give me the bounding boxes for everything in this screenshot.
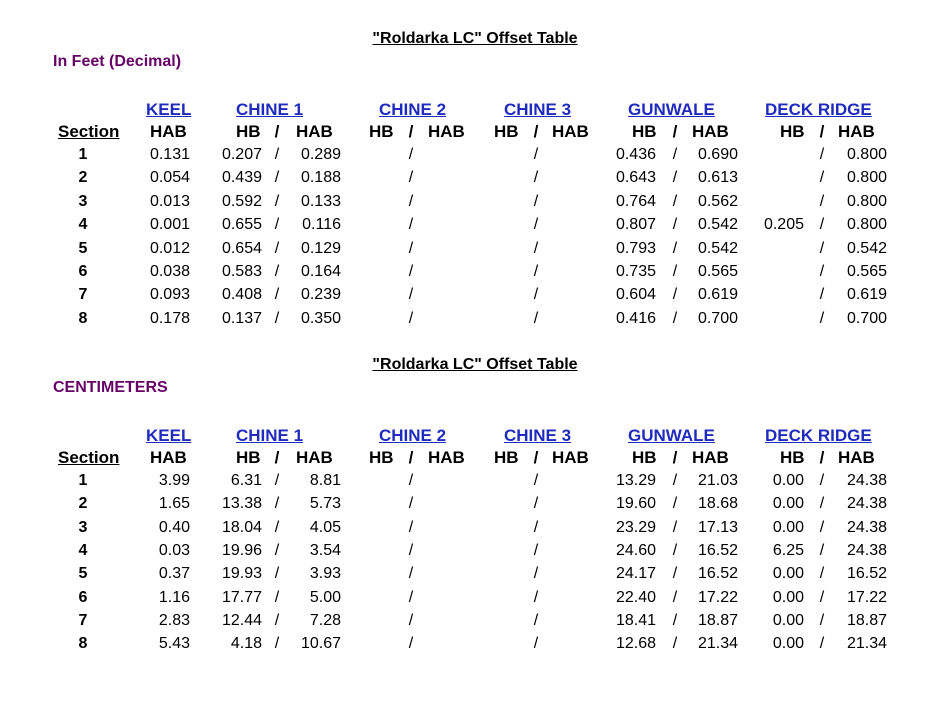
row-3-chine1-hab: 0.133 — [300, 192, 341, 210]
subheader-section: Section — [58, 448, 120, 467]
subheader-chine1-hb: HB — [236, 122, 261, 141]
row-7-chine1-hb: 12.44 — [221, 611, 262, 629]
row-8-gunwale-separator: / — [672, 309, 678, 327]
row-2-chine1-separator: / — [274, 495, 280, 513]
row-1-chine2-separator: / — [408, 146, 414, 163]
row-8-chine2-separator: / — [408, 635, 414, 653]
row-3-gunwale-hab: 17.13 — [697, 518, 738, 536]
row-5-chine3-separator: / — [533, 239, 539, 257]
row-8-deck-ridge-separator: / — [819, 635, 825, 653]
row-8-chine2-separator: / — [408, 309, 414, 327]
row-3-deck-ridge-separator: / — [819, 518, 825, 536]
row-6-gunwale-hb: 0.735 — [615, 263, 656, 280]
row-8-chine1-hab: 10.67 — [300, 635, 341, 653]
row-2-keel-hab: 0.054 — [149, 169, 190, 187]
subheader-deck-sep: / — [819, 122, 825, 141]
row-2-chine1-hb: 13.38 — [221, 495, 262, 513]
units-label: CENTIMETERS — [53, 379, 168, 396]
row-4-chine1-hab: 3.54 — [309, 541, 341, 559]
row-7-gunwale-hb: 0.604 — [615, 286, 656, 304]
row-8-chine3-separator: / — [533, 635, 539, 653]
row-5-deck-ridge-separator: / — [819, 239, 825, 257]
row-6-keel-hab: 1.16 — [158, 588, 190, 606]
chine-1-header: CHINE 1 — [236, 100, 304, 119]
row-8-deck-ridge-hab: 21.34 — [846, 635, 887, 653]
row-4-chine3-separator: / — [533, 216, 539, 234]
subheader-gunwale-hb: HB — [632, 448, 657, 467]
row-1-gunwale-hab: 0.690 — [697, 146, 738, 163]
row-5-chine1-hab: 3.93 — [309, 565, 341, 583]
row-7-chine1-separator: / — [274, 611, 280, 629]
row-3-chine3-separator: / — [533, 192, 539, 210]
row-6-gunwale-hab: 0.565 — [697, 263, 738, 280]
row-6-gunwale-hb: 22.40 — [615, 588, 656, 606]
row-5-deck-ridge-separator: / — [819, 565, 825, 583]
subheader-deck-hab: HAB — [838, 122, 875, 141]
subheader-deck-sep: / — [819, 448, 825, 467]
chine-3-header: CHINE 3 — [504, 100, 572, 119]
row-5-section-number: 5 — [78, 239, 88, 257]
subheader-gunwale-hb: HB — [632, 122, 657, 141]
row-7-section-number: 7 — [78, 286, 88, 304]
units-label: In Feet (Decimal) — [53, 53, 182, 70]
subheader-chine3-sep: / — [533, 448, 539, 467]
row-5-gunwale-separator: / — [672, 239, 678, 257]
row-7-chine2-separator: / — [408, 286, 414, 304]
row-6-chine1-hab: 0.164 — [300, 263, 341, 280]
row-2-gunwale-separator: / — [672, 169, 678, 187]
row-8-deck-ridge-hab: 0.700 — [846, 309, 887, 327]
row-6-deck-ridge-hb: 0.00 — [772, 588, 804, 606]
row-3-deck-ridge-hab: 0.800 — [846, 192, 887, 210]
row-5-section-number: 5 — [78, 565, 88, 583]
row-6-chine1-separator: / — [274, 588, 280, 606]
row-1-deck-ridge-hab: 0.800 — [846, 146, 887, 163]
row-8-deck-ridge-separator: / — [819, 309, 825, 327]
row-3-gunwale-separator: / — [672, 518, 678, 536]
row-2-chine1-hab: 0.188 — [300, 169, 341, 187]
row-4-chine1-hab: 0.116 — [302, 216, 341, 234]
row-5-deck-ridge-hb: 0.00 — [772, 565, 804, 583]
row-2-chine2-separator: / — [408, 169, 414, 187]
row-3-gunwale-separator: / — [672, 192, 678, 210]
subheader-chine2-hab: HAB — [428, 122, 465, 141]
row-7-chine1-hab: 0.239 — [300, 286, 341, 304]
row-1-chine2-separator: / — [408, 472, 414, 489]
row-6-chine2-separator: / — [408, 263, 414, 280]
row-1-keel-hab: 0.131 — [149, 146, 190, 163]
row-4-deck-ridge-separator: / — [819, 216, 825, 234]
row-8-section-number: 8 — [78, 635, 88, 653]
keel-header: KEEL — [146, 426, 192, 445]
row-4-deck-ridge-hab: 24.38 — [846, 541, 887, 559]
subheader-keel-hab: HAB — [150, 448, 187, 467]
row-2-gunwale-hab: 18.68 — [697, 495, 738, 513]
subheader-chine3-hab: HAB — [552, 448, 589, 467]
row-4-keel-hab: 0.03 — [158, 541, 190, 559]
row-7-deck-ridge-hab: 0.619 — [846, 286, 887, 304]
row-8-section-number: 8 — [78, 309, 88, 327]
row-4-chine1-separator: / — [274, 541, 280, 559]
row-4-chine2-separator: / — [408, 216, 414, 234]
row-2-section-number: 2 — [78, 169, 88, 187]
row-4-gunwale-hab: 0.542 — [697, 216, 738, 234]
row-7-gunwale-hb: 18.41 — [615, 611, 656, 629]
table-title: "Roldarka LC" Offset Table — [372, 30, 578, 47]
row-6-deck-ridge-separator: / — [819, 263, 825, 280]
row-4-keel-hab: 0.001 — [149, 216, 190, 234]
row-4-section-number: 4 — [78, 541, 88, 559]
row-7-gunwale-hab: 18.87 — [697, 611, 738, 629]
row-3-chine2-separator: / — [408, 192, 414, 210]
row-6-chine1-separator: / — [274, 263, 280, 280]
row-3-chine1-hb: 0.592 — [221, 192, 262, 210]
row-7-gunwale-separator: / — [672, 611, 678, 629]
row-6-section-number: 6 — [78, 588, 88, 606]
row-6-gunwale-hab: 17.22 — [697, 588, 738, 606]
row-7-chine1-hb: 0.408 — [221, 286, 262, 304]
row-4-deck-ridge-hab: 0.800 — [846, 216, 887, 234]
row-1-deck-ridge-separator: / — [819, 146, 825, 163]
row-1-chine1-hb: 0.207 — [221, 146, 262, 163]
subheader-chine3-hab: HAB — [552, 122, 589, 141]
row-2-chine3-separator: / — [533, 169, 539, 187]
chine-3-header: CHINE 3 — [504, 426, 572, 445]
row-5-chine1-separator: / — [274, 565, 280, 583]
row-2-gunwale-hb: 0.643 — [615, 169, 656, 187]
row-6-chine3-separator: / — [533, 263, 539, 280]
row-4-deck-ridge-hb: 6.25 — [772, 541, 804, 559]
subheader-chine1-hab: HAB — [296, 448, 333, 467]
row-8-gunwale-hb: 0.416 — [615, 309, 656, 327]
row-5-gunwale-hab: 0.542 — [697, 239, 738, 257]
row-1-gunwale-separator: / — [672, 472, 678, 489]
subheader-chine2-sep: / — [408, 122, 414, 141]
row-1-gunwale-hb: 0.436 — [615, 146, 656, 163]
row-8-chine1-hb: 4.18 — [230, 635, 262, 653]
subheader-chine2-hab: HAB — [428, 448, 465, 467]
subheader-chine2-hb: HB — [369, 122, 394, 141]
row-2-deck-ridge-separator: / — [819, 169, 825, 187]
row-8-gunwale-separator: / — [672, 635, 678, 653]
row-6-keel-hab: 0.038 — [149, 263, 190, 280]
row-4-chine1-separator: / — [274, 216, 280, 234]
row-5-chine1-separator: / — [274, 239, 280, 257]
subheader-gunwale-sep: / — [672, 122, 678, 141]
row-7-chine3-separator: / — [533, 611, 539, 629]
subheader-chine1-sep: / — [274, 448, 280, 467]
row-3-gunwale-hb: 0.764 — [615, 192, 656, 210]
row-1-deck-ridge-separator: / — [819, 472, 825, 489]
row-4-gunwale-hb: 0.807 — [615, 216, 656, 234]
row-4-gunwale-separator: / — [672, 216, 678, 234]
row-5-keel-hab: 0.012 — [149, 239, 190, 257]
row-5-deck-ridge-hab: 16.52 — [846, 565, 887, 583]
row-1-deck-ridge-hb: 0.00 — [772, 472, 804, 489]
chine-1-header: CHINE 1 — [236, 426, 304, 445]
row-8-chine1-separator: / — [274, 309, 280, 327]
subheader-deck-hb: HB — [780, 122, 805, 141]
row-5-gunwale-separator: / — [672, 565, 678, 583]
row-2-chine1-hab: 5.73 — [309, 495, 341, 513]
row-5-chine1-hb: 19.93 — [221, 565, 262, 583]
row-5-chine1-hb: 0.654 — [221, 239, 262, 257]
row-6-chine1-hb: 17.77 — [221, 588, 262, 606]
row-7-deck-ridge-hb: 0.00 — [772, 611, 804, 629]
row-3-chine1-hb: 18.04 — [221, 518, 262, 536]
row-4-gunwale-hb: 24.60 — [615, 541, 656, 559]
row-1-deck-ridge-hab: 24.38 — [846, 472, 887, 489]
row-3-gunwale-hab: 0.562 — [697, 192, 738, 210]
row-2-gunwale-separator: / — [672, 495, 678, 513]
table-title: "Roldarka LC" Offset Table — [372, 356, 578, 373]
subheader-deck-hab: HAB — [838, 448, 875, 467]
subheader-chine3-sep: / — [533, 122, 539, 141]
subheader-chine1-hab: HAB — [296, 122, 333, 141]
subheader-keel-hab: HAB — [150, 122, 187, 141]
deck-ridge-header: DECK RIDGE — [765, 100, 872, 119]
row-5-chine1-hab: 0.129 — [300, 239, 341, 257]
row-1-section-number: 1 — [78, 146, 88, 163]
row-1-gunwale-separator: / — [672, 146, 678, 163]
row-2-gunwale-hab: 0.613 — [697, 169, 738, 187]
subheader-chine2-sep: / — [408, 448, 414, 467]
row-7-deck-ridge-separator: / — [819, 286, 825, 304]
row-8-gunwale-hab: 0.700 — [697, 309, 738, 327]
row-5-gunwale-hb: 0.793 — [615, 239, 656, 257]
row-2-deck-ridge-hb: 0.00 — [772, 495, 804, 513]
row-5-keel-hab: 0.37 — [158, 565, 190, 583]
row-2-chine3-separator: / — [533, 495, 539, 513]
row-7-chine1-hab: 7.28 — [309, 611, 341, 629]
row-5-chine3-separator: / — [533, 565, 539, 583]
subheader-deck-hb: HB — [780, 448, 805, 467]
subheader-chine1-hb: HB — [236, 448, 261, 467]
row-6-section-number: 6 — [78, 263, 88, 280]
row-4-chine1-hb: 0.655 — [221, 216, 262, 234]
row-7-deck-ridge-separator: / — [819, 611, 825, 629]
row-7-deck-ridge-hab: 18.87 — [846, 611, 887, 629]
deck-ridge-header: DECK RIDGE — [765, 426, 872, 445]
row-4-section-number: 4 — [78, 216, 88, 234]
row-3-section-number: 3 — [78, 518, 88, 536]
row-4-gunwale-separator: / — [672, 541, 678, 559]
row-3-chine1-separator: / — [274, 192, 280, 210]
row-6-chine3-separator: / — [533, 588, 539, 606]
subheader-gunwale-hab: HAB — [692, 448, 729, 467]
row-4-deck-ridge-hb: 0.205 — [763, 216, 804, 234]
subheader-chine3-hb: HB — [494, 122, 519, 141]
subheader-chine3-hb: HB — [494, 448, 519, 467]
row-6-chine1-hab: 5.00 — [309, 588, 341, 606]
row-1-gunwale-hab: 21.03 — [697, 472, 738, 489]
row-3-deck-ridge-hb: 0.00 — [772, 518, 804, 536]
row-3-chine1-separator: / — [274, 518, 280, 536]
row-7-section-number: 7 — [78, 611, 88, 629]
row-7-chine1-separator: / — [274, 286, 280, 304]
row-2-gunwale-hb: 19.60 — [615, 495, 656, 513]
row-7-gunwale-hab: 0.619 — [697, 286, 738, 304]
row-3-chine3-separator: / — [533, 518, 539, 536]
row-6-deck-ridge-hab: 17.22 — [846, 588, 887, 606]
gunwale-header: GUNWALE — [628, 426, 715, 445]
row-4-chine1-hb: 19.96 — [221, 541, 262, 559]
row-3-deck-ridge-separator: / — [819, 192, 825, 210]
row-8-chine1-separator: / — [274, 635, 280, 653]
row-5-gunwale-hb: 24.17 — [615, 565, 656, 583]
row-5-chine2-separator: / — [408, 565, 414, 583]
row-2-section-number: 2 — [78, 495, 88, 513]
row-6-gunwale-separator: / — [672, 588, 678, 606]
gunwale-header: GUNWALE — [628, 100, 715, 119]
row-8-chine1-hb: 0.137 — [221, 309, 262, 327]
subheader-gunwale-hab: HAB — [692, 122, 729, 141]
row-8-keel-hab: 0.178 — [149, 309, 190, 327]
row-2-chine2-separator: / — [408, 495, 414, 513]
row-6-deck-ridge-hab: 0.565 — [846, 263, 887, 280]
row-3-deck-ridge-hab: 24.38 — [846, 518, 887, 536]
row-7-chine3-separator: / — [533, 286, 539, 304]
row-2-chine1-separator: / — [274, 169, 280, 187]
row-2-deck-ridge-separator: / — [819, 495, 825, 513]
keel-header: KEEL — [146, 100, 192, 119]
row-1-keel-hab: 3.99 — [158, 472, 190, 489]
row-4-chine3-separator: / — [533, 541, 539, 559]
row-6-chine2-separator: / — [408, 588, 414, 606]
chine-2-header: CHINE 2 — [379, 100, 447, 119]
row-8-keel-hab: 5.43 — [158, 635, 190, 653]
row-3-section-number: 3 — [78, 192, 88, 210]
row-8-deck-ridge-hb: 0.00 — [772, 635, 804, 653]
subheader-chine2-hb: HB — [369, 448, 394, 467]
row-5-gunwale-hab: 16.52 — [697, 565, 738, 583]
row-1-chine3-separator: / — [533, 472, 539, 489]
row-1-chine1-hb: 6.31 — [230, 472, 262, 489]
row-7-chine2-separator: / — [408, 611, 414, 629]
row-3-chine2-separator: / — [408, 518, 414, 536]
row-7-keel-hab: 0.093 — [149, 286, 190, 304]
row-3-keel-hab: 0.013 — [149, 192, 190, 210]
row-8-gunwale-hab: 21.34 — [697, 635, 738, 653]
row-5-deck-ridge-hab: 0.542 — [846, 239, 887, 257]
row-4-chine2-separator: / — [408, 541, 414, 559]
subheader-gunwale-sep: / — [672, 448, 678, 467]
row-5-chine2-separator: / — [408, 239, 414, 257]
row-4-deck-ridge-separator: / — [819, 541, 825, 559]
row-6-gunwale-separator: / — [672, 263, 678, 280]
row-1-chine1-hab: 8.81 — [309, 472, 341, 489]
row-1-chine1-hab: 0.289 — [300, 146, 341, 163]
row-1-chine1-separator: / — [274, 472, 280, 489]
row-2-deck-ridge-hab: 24.38 — [846, 495, 887, 513]
row-3-chine1-hab: 4.05 — [309, 518, 341, 536]
row-3-gunwale-hb: 23.29 — [615, 518, 656, 536]
chine-2-header: CHINE 2 — [379, 426, 447, 445]
row-2-keel-hab: 1.65 — [158, 495, 190, 513]
row-3-keel-hab: 0.40 — [158, 518, 190, 536]
subheader-section: Section — [58, 122, 120, 141]
row-2-deck-ridge-hab: 0.800 — [846, 169, 887, 187]
row-7-gunwale-separator: / — [672, 286, 678, 304]
row-7-keel-hab: 2.83 — [158, 611, 190, 629]
row-4-gunwale-hab: 16.52 — [697, 541, 738, 559]
row-8-chine1-hab: 0.350 — [300, 309, 341, 327]
row-6-chine1-hb: 0.583 — [221, 263, 262, 280]
row-2-chine1-hb: 0.439 — [221, 169, 262, 187]
row-1-section-number: 1 — [78, 472, 88, 489]
row-1-gunwale-hb: 13.29 — [615, 472, 656, 489]
subheader-chine1-sep: / — [274, 122, 280, 141]
row-1-chine1-separator: / — [274, 146, 280, 163]
row-6-deck-ridge-separator: / — [819, 588, 825, 606]
row-8-gunwale-hb: 12.68 — [615, 635, 656, 653]
row-1-chine3-separator: / — [533, 146, 539, 163]
row-8-chine3-separator: / — [533, 309, 539, 327]
